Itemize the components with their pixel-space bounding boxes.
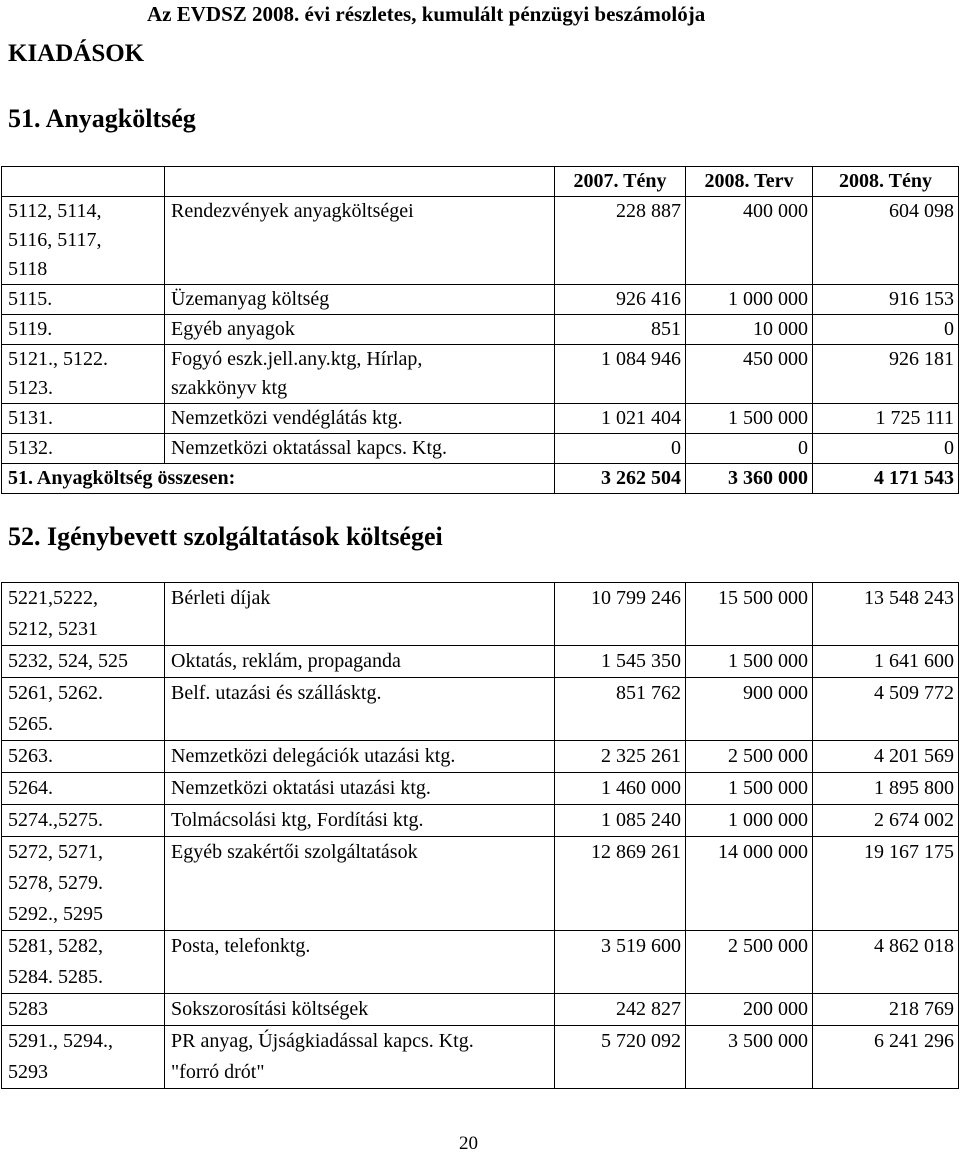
- section-52-heading: 52. Igénybevett szolgáltatások költségei: [8, 522, 443, 551]
- account-code-line: 5119.: [8, 318, 53, 340]
- account-code-cell: [2, 678, 165, 741]
- table-row: [2, 678, 959, 741]
- value-2008-actual: 4 862 018: [813, 931, 959, 994]
- column-header-2008-plan: 2008. Terv: [686, 167, 813, 197]
- total-label: 51. Anyagköltség összesen:: [2, 464, 555, 494]
- value-2008-plan: 400 000: [686, 197, 813, 285]
- table-row: [2, 197, 959, 285]
- account-code-line: 5292., 5295: [8, 903, 103, 925]
- account-code-cell: [2, 285, 165, 315]
- value-2007-actual: 2 325 261: [555, 741, 686, 773]
- value-2008-actual: 2 674 002: [813, 805, 959, 837]
- total-2008-actual: 4 171 543: [813, 464, 959, 494]
- table-row: [2, 315, 959, 345]
- item-name-line: Oktatás, reklám, propaganda: [171, 650, 401, 672]
- item-name-line: Egyéb szakértői szolgáltatások: [171, 841, 418, 863]
- value-2008-plan: 2 500 000: [686, 741, 813, 773]
- table-header-row: [2, 167, 959, 197]
- value-2007-actual: 1 545 350: [555, 646, 686, 678]
- account-code-line: 5232, 524, 525: [8, 650, 128, 672]
- account-code-cell: [2, 805, 165, 837]
- value-2007-actual: 242 827: [555, 994, 686, 1026]
- account-code-cell: [2, 315, 165, 345]
- item-name-cell: [165, 345, 555, 404]
- account-code-line: 5283: [8, 998, 48, 1020]
- value-2008-actual: 1 725 111: [813, 404, 959, 434]
- table-row: [2, 773, 959, 805]
- item-name-cell: [165, 931, 555, 994]
- value-2008-actual: 0: [813, 434, 959, 464]
- value-2008-actual: 1 641 600: [813, 646, 959, 678]
- value-2008-plan: 1 500 000: [686, 773, 813, 805]
- value-2008-actual: 218 769: [813, 994, 959, 1026]
- item-name-cell: [165, 404, 555, 434]
- value-2007-actual: 0: [555, 434, 686, 464]
- item-name-line: Bérleti díjak: [171, 587, 271, 609]
- table-row: [2, 583, 959, 646]
- value-2008-plan: 10 000: [686, 315, 813, 345]
- value-2008-plan: 14 000 000: [686, 837, 813, 931]
- account-code-line: 5131.: [8, 407, 53, 429]
- item-name-line: Rendezvények anyagköltségei: [171, 200, 414, 222]
- item-name-line: Nemzetközi oktatással kapcs. Ktg.: [171, 437, 448, 459]
- account-code-line: 5264.: [8, 777, 53, 799]
- expenses-heading: KIADÁSOK: [8, 40, 145, 67]
- table-row: [2, 805, 959, 837]
- account-code-cell: [2, 837, 165, 931]
- account-code-line: 5284. 5285.: [8, 966, 103, 988]
- account-code-cell: [2, 345, 165, 404]
- value-2007-actual: 926 416: [555, 285, 686, 315]
- column-header-2008-actual: 2008. Tény: [813, 167, 959, 197]
- total-2007-actual: 3 262 504: [555, 464, 686, 494]
- account-code-line: 5212, 5231: [8, 618, 98, 640]
- item-name-line: "forró drót": [171, 1061, 265, 1083]
- services-costs-table: [1, 582, 959, 1089]
- item-name-cell: [165, 315, 555, 345]
- item-name-cell: [165, 837, 555, 931]
- account-code-cell: [2, 773, 165, 805]
- account-code-line: 5121., 5122.: [8, 348, 108, 370]
- account-code-cell: [2, 404, 165, 434]
- account-code-cell: [2, 741, 165, 773]
- item-name-cell: [165, 741, 555, 773]
- value-2008-plan: 200 000: [686, 994, 813, 1026]
- table-row: [2, 994, 959, 1026]
- value-2008-actual: 926 181: [813, 345, 959, 404]
- value-2008-plan: 3 500 000: [686, 1026, 813, 1089]
- account-code-cell: [2, 994, 165, 1026]
- value-2008-actual: 4 201 569: [813, 741, 959, 773]
- account-code-line: 5263.: [8, 745, 53, 767]
- header-cell-empty: [2, 167, 165, 197]
- table-row: [2, 285, 959, 315]
- value-2008-plan: 2 500 000: [686, 931, 813, 994]
- material-costs-table: [1, 166, 959, 494]
- item-name-cell: [165, 197, 555, 285]
- value-2008-plan: 1 000 000: [686, 805, 813, 837]
- value-2008-plan: 450 000: [686, 345, 813, 404]
- item-name-cell: [165, 285, 555, 315]
- value-2008-actual: 1 895 800: [813, 773, 959, 805]
- value-2007-actual: 3 519 600: [555, 931, 686, 994]
- account-code-line: 5116, 5117,: [8, 229, 102, 251]
- table-row: [2, 345, 959, 404]
- value-2007-actual: 1 085 240: [555, 805, 686, 837]
- value-2008-plan: 15 500 000: [686, 583, 813, 646]
- item-name-line: Tolmácsolási ktg, Fordítási ktg.: [171, 809, 424, 831]
- item-name-line: Üzemanyag költség: [171, 288, 330, 310]
- account-code-cell: [2, 434, 165, 464]
- value-2007-actual: 851 762: [555, 678, 686, 741]
- value-2007-actual: 5 720 092: [555, 1026, 686, 1089]
- item-name-line: Nemzetközi oktatási utazási ktg.: [171, 777, 431, 799]
- account-code-cell: [2, 197, 165, 285]
- account-code-cell: [2, 583, 165, 646]
- table-row: [2, 837, 959, 931]
- account-code-line: 5221,5222,: [8, 587, 98, 609]
- value-2007-actual: 1 460 000: [555, 773, 686, 805]
- table-row: [2, 931, 959, 994]
- value-2008-actual: 19 167 175: [813, 837, 959, 931]
- item-name-cell: [165, 646, 555, 678]
- column-header-2007-actual: 2007. Tény: [555, 167, 686, 197]
- account-code-line: 5281, 5282,: [8, 935, 103, 957]
- item-name-line: Egyéb anyagok: [171, 318, 295, 340]
- account-code-line: 5115.: [8, 288, 53, 310]
- account-code-line: 5112, 5114,: [8, 200, 102, 222]
- value-2008-actual: 0: [813, 315, 959, 345]
- account-code-line: 5132.: [8, 437, 53, 459]
- value-2008-actual: 6 241 296: [813, 1026, 959, 1089]
- value-2008-actual: 4 509 772: [813, 678, 959, 741]
- item-name-line: Belf. utazási és szállásktg.: [171, 682, 382, 704]
- account-code-line: 5278, 5279.: [8, 872, 103, 894]
- account-code-cell: [2, 1026, 165, 1089]
- section-51-heading: 51. Anyagköltség: [8, 104, 196, 133]
- table-row: [2, 1026, 959, 1089]
- total-2008-plan: 3 360 000: [686, 464, 813, 494]
- value-2008-actual: 13 548 243: [813, 583, 959, 646]
- item-name-line: Sokszorosítási költségek: [171, 998, 369, 1020]
- item-name-cell: [165, 583, 555, 646]
- document-title: Az EVDSZ 2008. évi részletes, kumulált pénzügyi beszámolója: [147, 2, 706, 26]
- value-2007-actual: 12 869 261: [555, 837, 686, 931]
- value-2007-actual: 228 887: [555, 197, 686, 285]
- total-row: [2, 464, 959, 494]
- value-2007-actual: 1 084 946: [555, 345, 686, 404]
- value-2008-plan: 900 000: [686, 678, 813, 741]
- account-code-cell: [2, 931, 165, 994]
- item-name-line: szakkönyv ktg: [171, 377, 288, 399]
- account-code-line: 5272, 5271,: [8, 841, 103, 863]
- value-2008-plan: 1 000 000: [686, 285, 813, 315]
- account-code-line: 5293: [8, 1061, 48, 1083]
- value-2008-actual: 916 153: [813, 285, 959, 315]
- item-name-cell: [165, 773, 555, 805]
- item-name-line: Nemzetközi vendéglátás ktg.: [171, 407, 403, 429]
- table-row: [2, 646, 959, 678]
- value-2007-actual: 1 021 404: [555, 404, 686, 434]
- value-2007-actual: 10 799 246: [555, 583, 686, 646]
- account-code-cell: [2, 646, 165, 678]
- item-name-cell: [165, 805, 555, 837]
- account-code-line: 5123.: [8, 377, 53, 399]
- item-name-cell: [165, 678, 555, 741]
- item-name-line: Posta, telefonktg.: [171, 935, 311, 957]
- table-row: [2, 404, 959, 434]
- account-code-line: 5118: [8, 258, 48, 280]
- account-code-line: 5261, 5262.: [8, 682, 103, 704]
- item-name-line: Nemzetközi delegációk utazási ktg.: [171, 745, 456, 767]
- page-number: 20: [459, 1133, 478, 1154]
- account-code-line: 5274.,5275.: [8, 809, 103, 831]
- header-cell-empty: [165, 167, 555, 197]
- value-2008-plan: 1 500 000: [686, 646, 813, 678]
- account-code-line: 5265.: [8, 713, 53, 735]
- item-name-cell: [165, 434, 555, 464]
- value-2008-plan: 1 500 000: [686, 404, 813, 434]
- table-row: [2, 434, 959, 464]
- value-2008-actual: 604 098: [813, 197, 959, 285]
- value-2008-plan: 0: [686, 434, 813, 464]
- item-name-line: PR anyag, Újságkiadással kapcs. Ktg.: [171, 1030, 474, 1052]
- item-name-cell: [165, 994, 555, 1026]
- table-row: [2, 741, 959, 773]
- account-code-line: 5291., 5294.,: [8, 1030, 113, 1052]
- value-2007-actual: 851: [555, 315, 686, 345]
- item-name-cell: [165, 1026, 555, 1089]
- item-name-line: Fogyó eszk.jell.any.ktg, Hírlap,: [171, 348, 423, 370]
